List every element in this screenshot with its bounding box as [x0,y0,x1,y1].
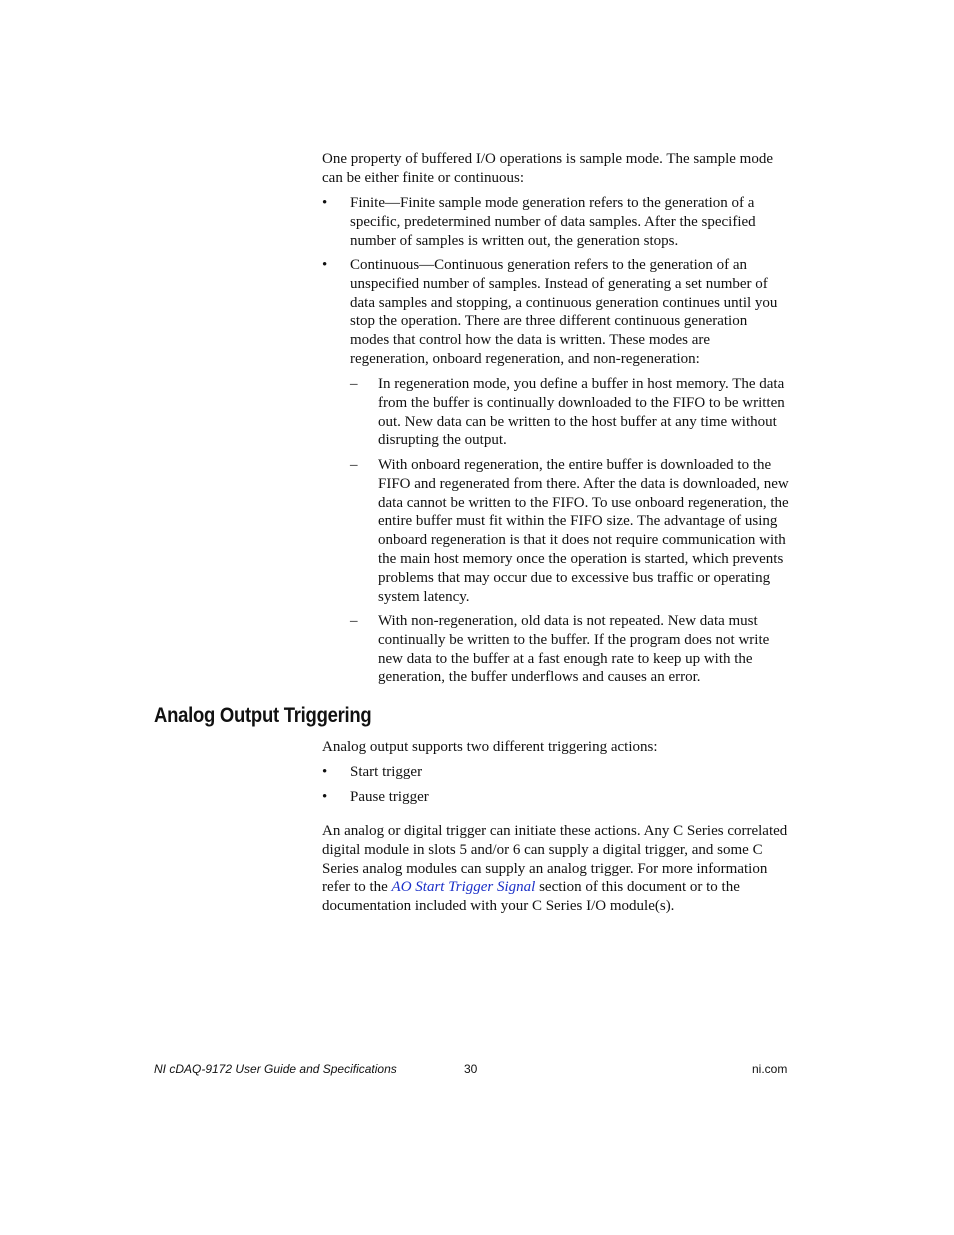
list-item-text: Finite—Finite sample mode generation refers to the generation of a specific, predetermined number of data samples. After the specified number of samples is written out, the generation stops. [350,195,756,249]
sub-item-onboard-regeneration [350,456,792,606]
sample-mode-intro: One property of buffered I/O operations is sample mode. The sample mode can be either finite or continuous: [322,151,773,186]
bullet-mark: • [322,789,328,805]
bullet-mark: • [322,257,328,273]
list-item-finite [322,194,792,250]
sub-item-non-regeneration [350,612,792,687]
list-item-start-trigger [322,763,792,782]
trigger-paragraph [322,822,792,916]
bullet-mark: • [322,195,328,211]
list-item-text: Pause trigger [350,789,429,805]
sub-item-regeneration [350,375,792,450]
dash-mark: – [350,613,358,629]
footer-doc-title: NI cDAQ-9172 User Guide and Specifications [154,1062,397,1076]
footer-site-link[interactable]: ni.com [752,1062,788,1076]
paragraph-text: section of this document or to the documentation included with your C Series I/O module(s). [322,879,740,915]
sub-item-text: In regeneration mode, you define a buffer in host memory. The data from the buffer is continually downloaded to the FIFO to be written out. New data can be written to the host buffer at any time without disrupting the output. [378,376,785,449]
bullet-mark: • [322,764,328,780]
list-item-continuous [322,256,792,369]
dash-mark: – [350,457,358,473]
footer-page-number: 30 [464,1062,478,1076]
paragraph-text: An analog or digital trigger can initiate these actions. Any C Series correlated digital module in slots 5 and/or 6 can supply a digital trigger, and some C Series analog modules can supply an analog trigger. For more information refer to the [322,823,788,896]
list-item-pause-trigger [322,788,792,807]
ao-start-trigger-link[interactable]: AO Start Trigger Signal [391,879,536,896]
section-heading: Analog Output Triggering [154,704,372,727]
list-item-text: Continuous—Continuous generation refers to the generation of an unspecified number of samples. Instead of generating a set number of data samples and stopping, a continuous generation continues until you stop the operation. There are three different continuous generation modes that control how the data is written. These modes are regeneration, onboard regeneration, and non-regeneration: [350,257,778,367]
sub-item-text: With non-regeneration, old data is not repeated. New data must continually be written to the buffer. If the program does not write new data to the buffer at a fast enough rate to keep up with the generation, the buffer underflows and causes an error. [378,613,770,686]
sub-item-text: With onboard regeneration, the entire buffer is downloaded to the FIFO and regenerated from there. After the data is downloaded, new data cannot be written to the FIFO. To use onboard regeneration, the entire buffer must fit within the FIFO size. The advantage of using onboard regeneration is that it does not require communication with the main host memory once the operation is started, which prevents problems that may occur due to excessive bus traffic or operating system latency. [378,457,789,605]
trigger-intro: Analog output supports two different triggering actions: [322,739,658,755]
list-item-text: Start trigger [350,764,423,780]
dash-mark: – [350,376,358,392]
